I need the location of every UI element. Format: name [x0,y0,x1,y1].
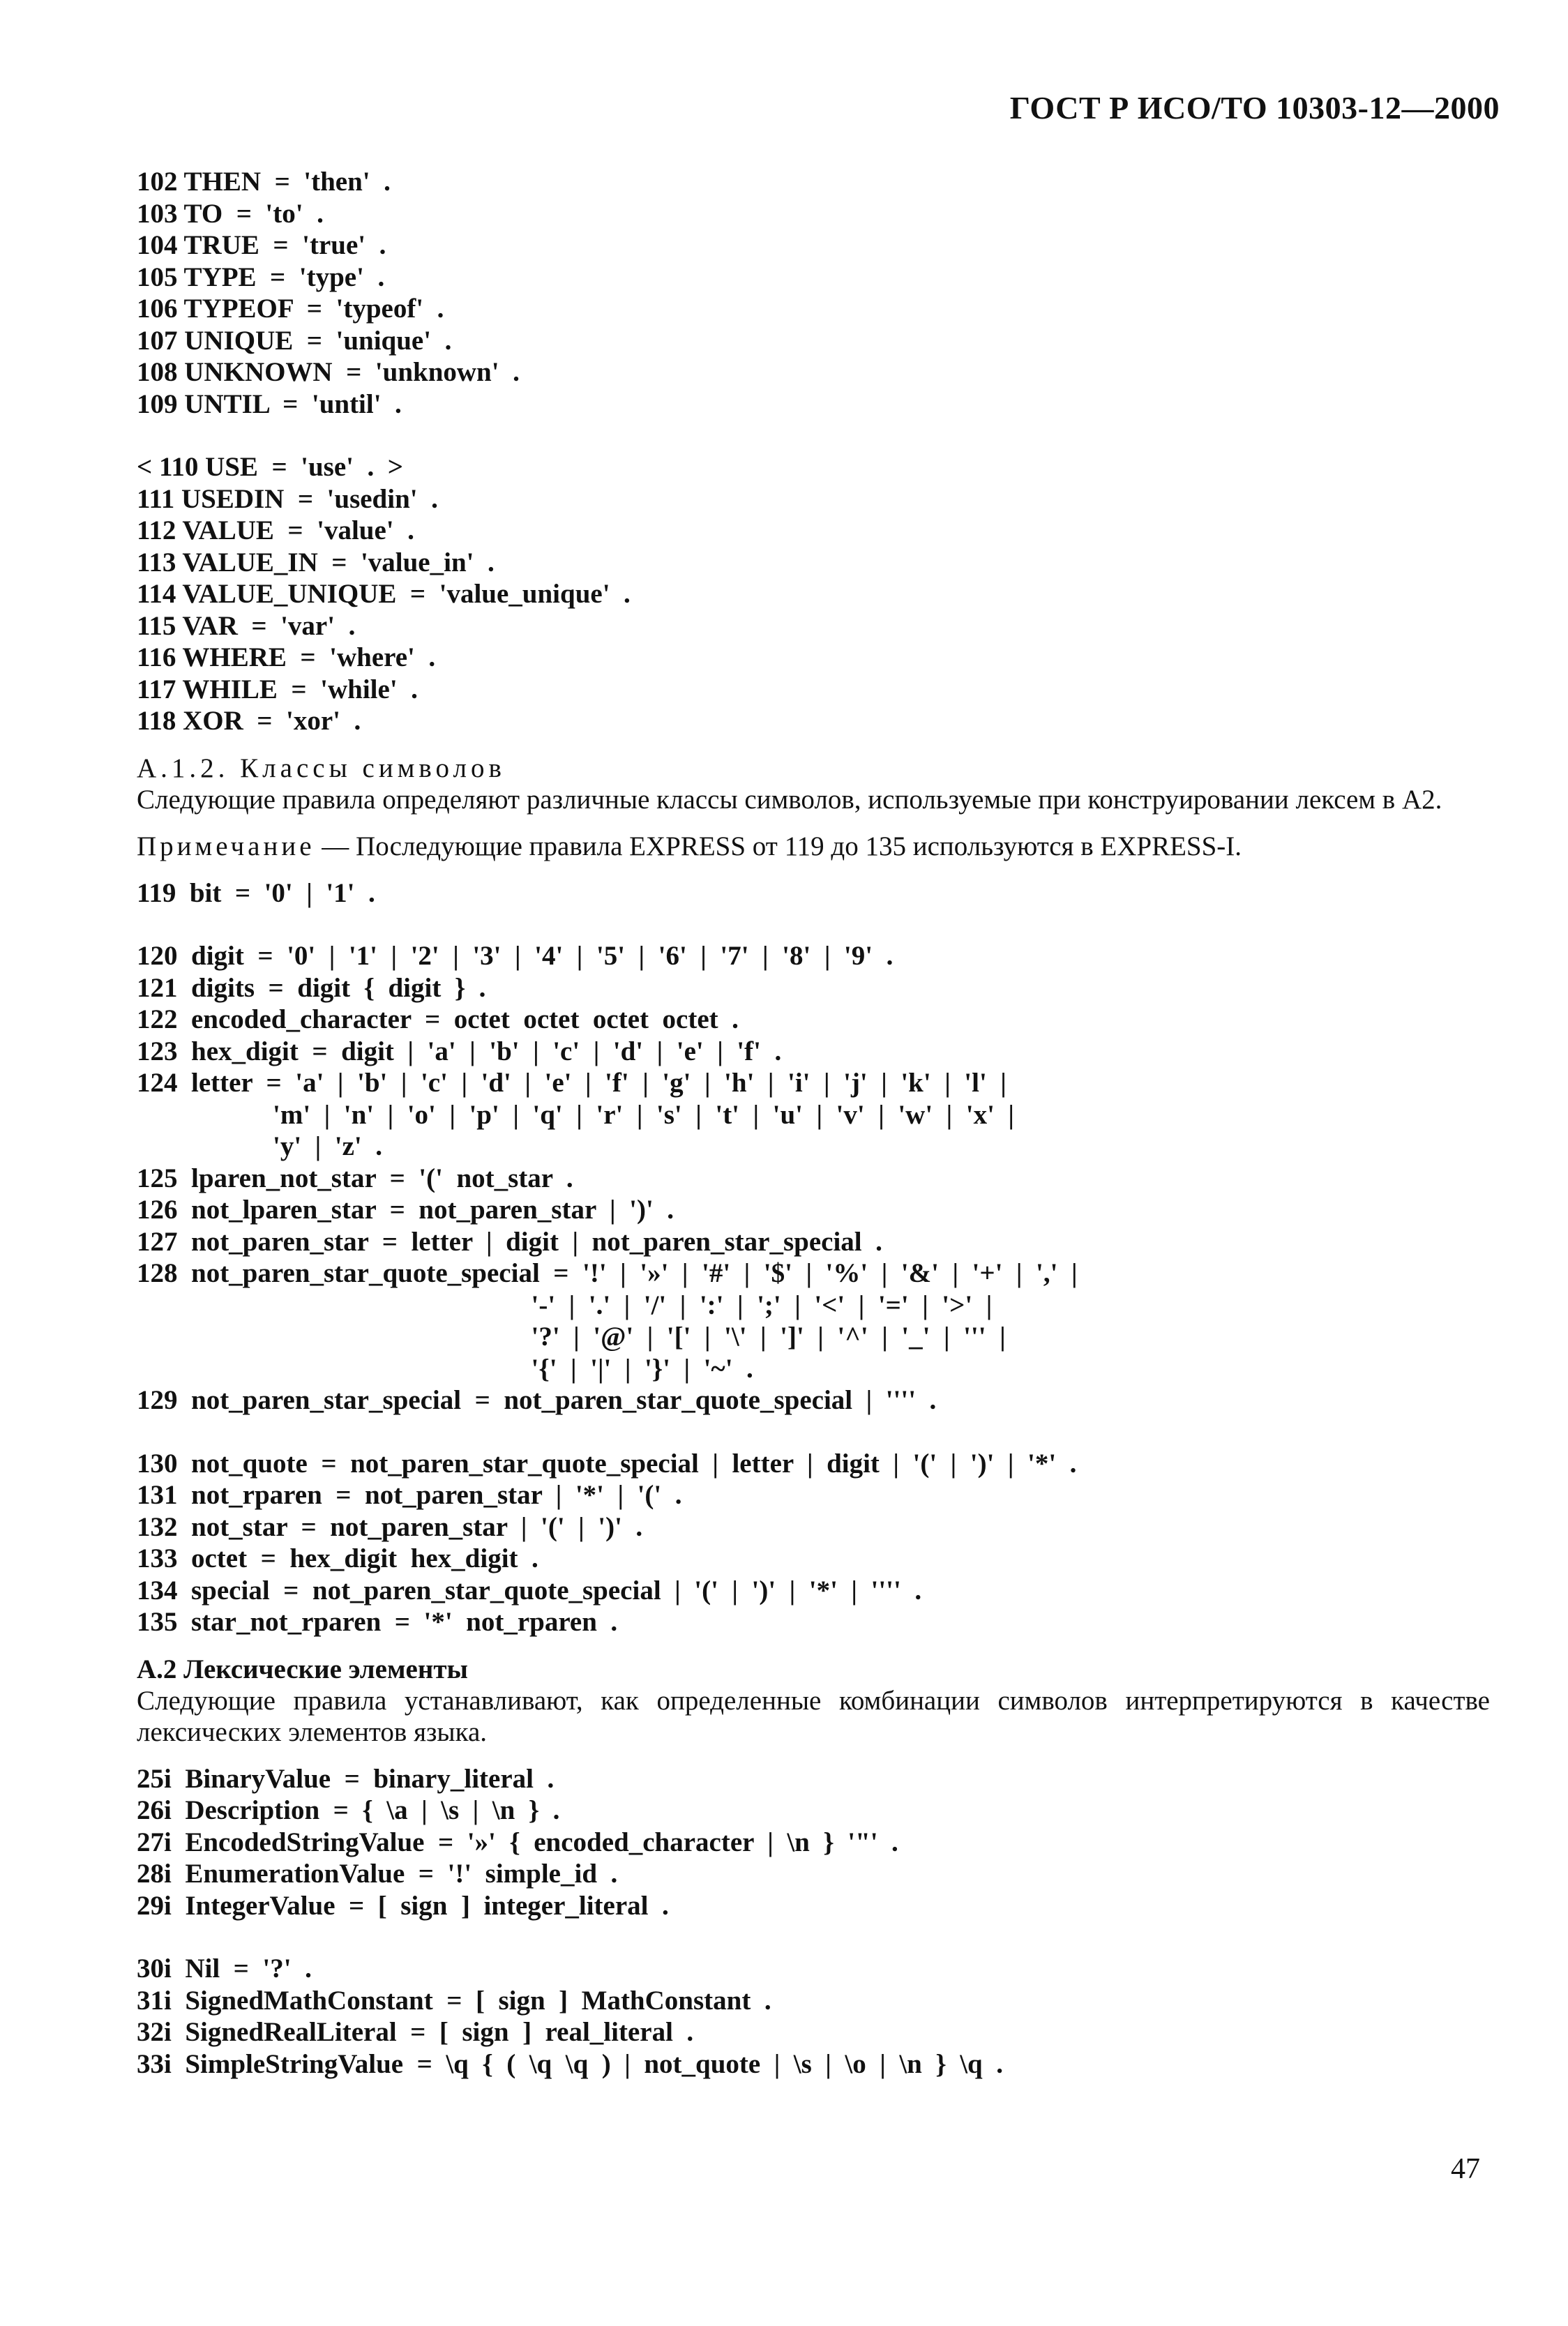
grammar-rule-continuation: 'm' | 'n' | 'o' | 'p' | 'q' | 'r' | 's' | 't' | 'u' | 'v' | 'w' | 'x' | [137,1099,1014,1130]
spacer [137,420,1490,451]
rule-group-e [137,1448,1490,1638]
rule-group-d [137,940,1490,1417]
rule-group-a [137,166,1490,420]
grammar-rule: 107 UNIQUE = 'unique' . [137,325,452,356]
grammar-rule: 112 VALUE = 'value' . [137,515,414,545]
rule-group-b [137,451,1490,737]
grammar-rule: 106 TYPEOF = 'typeof' . [137,294,444,324]
subsection-text-content: Следующие правила определяют различные классы символов, используемые при конструировании лексем в А2. [137,784,1442,815]
grammar-rule-continuation: '-' | '.' | '/' | ':' | ';' | '<' | '=' | '>' | [137,1290,993,1320]
grammar-rule: 113 VALUE_IN = 'value_in' . [137,547,495,577]
grammar-rule: 28i EnumerationValue = '!' simple_id . [137,1859,618,1889]
grammar-rule-continuation: '?' | '@' | '[' | '\' | ']' | '^' | '_' | ''' | [137,1322,1006,1352]
grammar-rule: 129 not_paren_star_special = not_paren_star_quote_special | '''' . [137,1385,937,1415]
standard-header: ГОСТ Р ИСО/ТО 10303-12—2000 [1009,90,1500,126]
grammar-rule: < 110 USE = 'use' . > [137,452,403,482]
spacer [137,737,1490,753]
grammar-rule: 119 bit = '0' | '1' . [137,877,375,908]
grammar-rule: 30i Nil = '?' . [137,1954,312,1984]
note [137,831,1490,862]
grammar-rule: 105 TYPE = 'type' . [137,262,385,292]
grammar-rule: 33i SimpleStringValue = \q { ( \q \q ) | not_quote | \s | \o | \n } \q . [137,2048,1003,2079]
grammar-rule: 31i SignedMathConstant = [ sign ] MathConstant . [137,1985,771,2016]
grammar-rule: 29i IntegerValue = [ sign ] integer_literal . [137,1890,669,1921]
grammar-rule: 121 digits = digit { digit } . [137,972,486,1003]
spacer [137,862,1490,877]
grammar-rule: 120 digit = '0' | '1' | '2' | '3' | '4' | '5' | '6' | '7' | '8' | '9' . [137,941,894,971]
grammar-rule: 32i SignedRealLiteral = [ sign ] real_literal . [137,2017,694,2047]
grammar-rule: 126 not_lparen_star = not_paren_star | ')' . [137,1195,674,1225]
page-number: 47 [1451,2153,1480,2185]
grammar-rule: 135 star_not_rparen = '*' not_rparen . [137,1607,618,1637]
grammar-rule: 27i EncodedStringValue = '»' { encoded_character | \n } '"' . [137,1827,898,1857]
grammar-rule: 102 THEN = 'then' . [137,167,391,197]
note-text: — Последующие правила EXPRESS от 119 до 135 используются в EXPRESS-I. [315,831,1242,861]
grammar-rule: 114 VALUE_UNIQUE = 'value_unique' . [137,579,631,609]
grammar-rule: 132 not_star = not_paren_star | '(' | ')' . [137,1511,643,1542]
note-prefix: Примечание [137,831,315,861]
rule-group-g [137,1953,1490,2080]
grammar-rule: 26i Description = { \a | \s | \n } . [137,1795,560,1825]
grammar-rule: 125 lparen_not_star = '(' not_star . [137,1163,573,1193]
grammar-rule: 117 WHILE = 'while' . [137,674,418,704]
rule-group-c [137,877,1490,909]
subsection-title: А.1.2. Классы символов [137,753,506,783]
spacer [137,909,1490,940]
grammar-rule: 103 TO = 'to' . [137,198,324,229]
grammar-rule: 109 UNTIL = 'until' . [137,388,402,419]
grammar-rule: 116 WHERE = 'where' . [137,642,436,672]
spacer [137,1417,1490,1448]
grammar-rule: 127 not_paren_star = letter | digit | not_paren_star_special . [137,1226,882,1257]
section-text: Следующие правила устанавливают, как определенные комбинации символов интерпретируются в качестве лексических элементов языка. [137,1685,1490,1747]
grammar-rule-continuation: '{' | '|' | '}' | '~' . [137,1353,753,1384]
grammar-rule: 25i BinaryValue = binary_literal . [137,1763,555,1794]
grammar-rule: 128 not_paren_star_quote_special = '!' | '»' | '#' | '$' | '%' | '&' | '+' | ',' | [137,1258,1078,1288]
grammar-rule: 104 TRUE = 'true' . [137,230,386,260]
subsection-text [137,784,1490,815]
grammar-rule-continuation: 'y' | 'z' . [137,1131,382,1161]
grammar-rule: 130 not_quote = not_paren_star_quote_special | letter | digit | '(' | ')' | '*' . [137,1448,1077,1479]
grammar-rule: 131 not_rparen = not_paren_star | '*' | '(' . [137,1480,682,1510]
grammar-rule: 115 VAR = 'var' . [137,610,356,641]
grammar-rule: 108 UNKNOWN = 'unknown' . [137,357,520,387]
grammar-rule: 122 encoded_character = octet octet octet octet . [137,1004,739,1034]
grammar-rule: 118 XOR = 'xor' . [137,706,361,736]
grammar-rule: 111 USEDIN = 'usedin' . [137,483,438,514]
grammar-rule: 133 octet = hex_digit hex_digit . [137,1543,538,1573]
rule-group-f [137,1763,1490,1922]
grammar-rule: 124 letter = 'a' | 'b' | 'c' | 'd' | 'e' | 'f' | 'g' | 'h' | 'i' | 'j' | 'k' | 'l' | [137,1068,1007,1098]
spacer [137,1921,1490,1953]
grammar-rule: 123 hex_digit = digit | 'a' | 'b' | 'c' | 'd' | 'e' | 'f' . [137,1036,782,1066]
section-title: А.2 Лексические элементы [137,1654,468,1684]
document-body [137,166,1490,2080]
subsection-a12 [137,753,1490,862]
section-a2 [137,1654,1490,1748]
spacer [137,1638,1490,1654]
spacer [137,815,1490,831]
spacer [137,1748,1490,1763]
grammar-rule: 134 special = not_paren_star_quote_special | '(' | ')' | '*' | '''' . [137,1575,922,1606]
